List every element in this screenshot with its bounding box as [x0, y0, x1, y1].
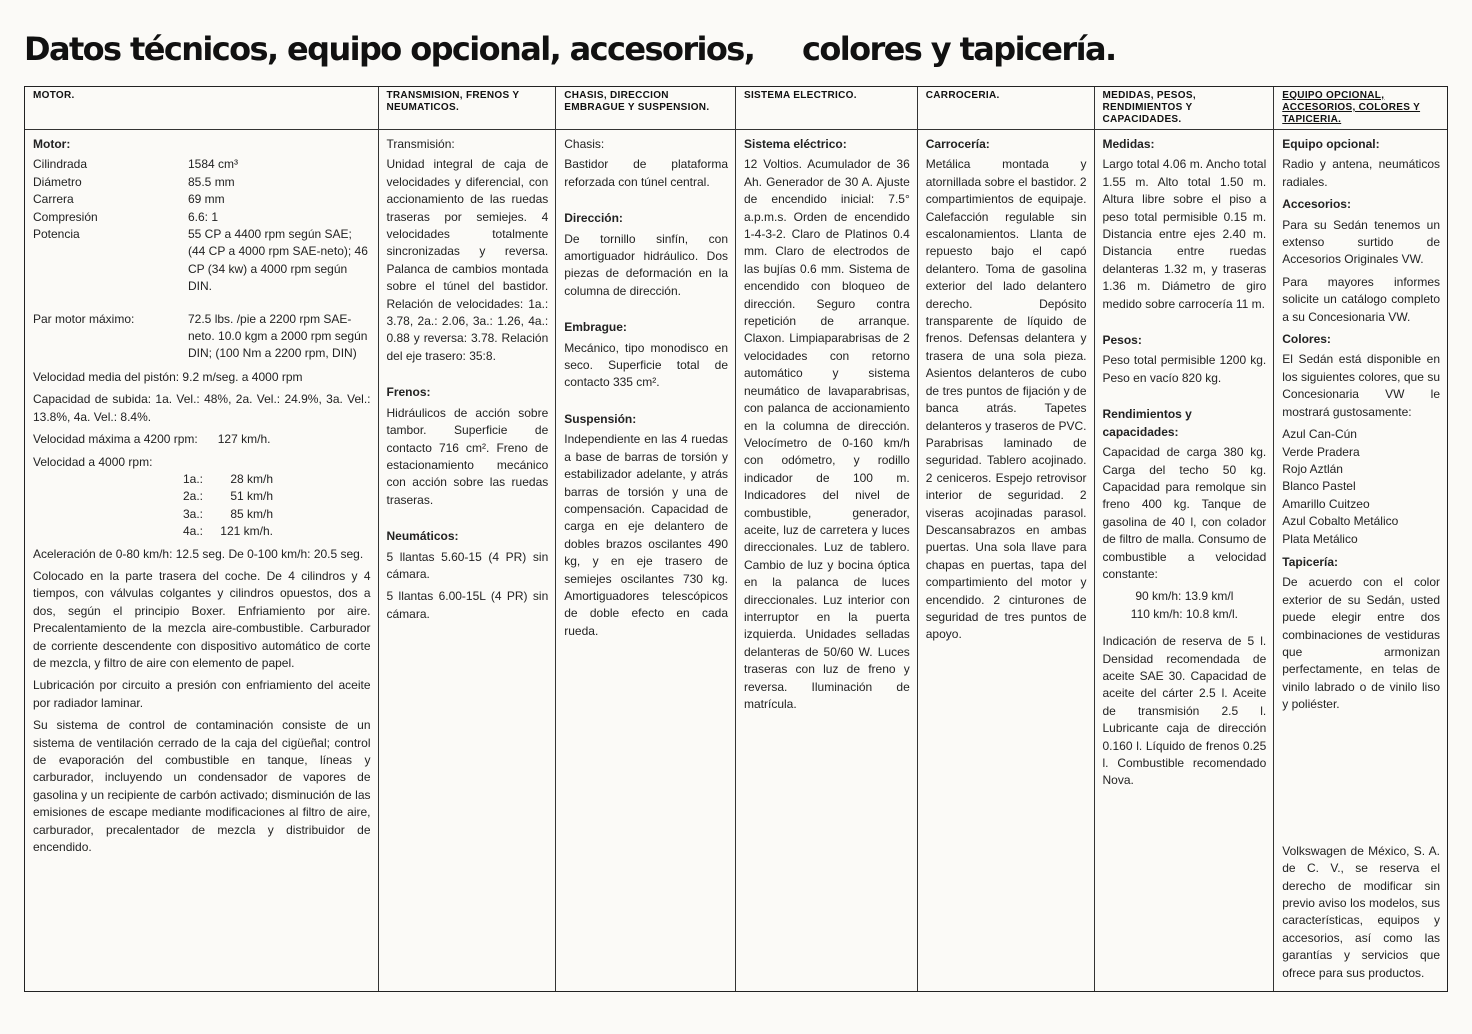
speed-value: 85 km/h: [230, 506, 273, 521]
paragraph-reserva: Indicación de reserva de 5 l. Densidad recomendada de aceite SAE 30. Capacidad de aceite del cárter 2.5 l. Aceite de transmisión 2.5 l. Lubricante caja de dirección 0.160 l. Líquido de frenos 0.25 l. Combustible recomendado Nova.: [1102, 634, 1267, 788]
subheading-transmision: Transmisión:: [386, 137, 455, 151]
speed-gear: 3a.:: [182, 506, 203, 521]
column-equipo: [1274, 87, 1447, 991]
motor-spec-label: Cilindrada: [33, 157, 88, 172]
speed-gear: 1a.:: [182, 471, 203, 486]
subheading-motor: Motor:: [33, 137, 71, 151]
column-medidas: [1095, 87, 1275, 991]
paragraph-chasis: Bastidor de plataforma reforzada con túnel central.: [564, 157, 728, 189]
speed-row: [33, 471, 371, 488]
paragraph-colocado: Colocado en la parte trasera del coche. De 4 cilindros y 4 tiempos, con válvulas colgantes y cilindros opuestos, dos a dos, según el principio Boxer. Enfriamiento por aire. Precalentamiento de la mezcla aire-combustible. Carburador de corriente descendente con dispositivo automático de corte de mezcla, y filtro de aire con elemento de papel.: [33, 568, 371, 670]
speed-gear: 4a.:: [182, 524, 203, 539]
paragraph-equipo-opcional: Radio y antena, neumáticos radiales.: [1282, 157, 1440, 189]
fuel-consumption-90: 90 km/h: 13.9 km/l: [1135, 589, 1234, 604]
motor-spec-value: 72.5 lbs. /pie a 2200 rpm SAE-neto. 10.0 kgm a 2000 rpm según DIN; (100 Nm a 2200 rpm, DIN): [188, 311, 368, 361]
subheading-suspension: Suspensión:: [564, 411, 637, 426]
subheading-accesorios: Accesorios:: [1282, 197, 1351, 212]
speed-row: [33, 488, 371, 505]
motor-spec-value: 6.6: 1: [188, 209, 219, 224]
speed-value: 28 km/h: [230, 471, 273, 486]
subheading-colores: Colores:: [1282, 332, 1331, 347]
column-body-chasis: [556, 129, 735, 991]
motor-spec-label: Compresión: [33, 209, 98, 224]
paragraph-carroceria: Metálica montada y atornillada sobre el bastidor. 2 compartimientos de equipaje. Calefacción regulable sin escalonamientos. Llanta de repuesto bajo el capó delantero. Toma de gasolina exterior del lado delantero derecho. Depósito transparente de líquido de frenos. Defensas delantera y trasera de una sola pieza. Asientos delanteros de cubo de tres puntos de fijación y de banca atrás. Tapetes delanteros y traseros de PVC. Parabrisas laminado de seguridad. Tablero acojinado. 2 ceniceros. Espejo retrovisor interior de seguridad. 2 viseras acojinadas parasol. Descansabrazos en ambas puertas. Una sola llave para chapas en puertas, tapa del compartimiento del motor y encendido. 2 cinturones de seguridad de tres puntos de apoyo.: [925, 157, 1087, 642]
fuel-consumption-110: 110 km/h: 10.8 km/l.: [1130, 606, 1238, 621]
motor-spec-row: [33, 226, 371, 296]
paragraph-velocidad-maxima: Velocidad máxima a 4200 rpm: 127 km/h.: [33, 432, 271, 447]
paragraph-velocidad-4000: Velocidad a 4000 rpm:: [33, 454, 153, 469]
speed-gear: 2a.:: [182, 489, 203, 504]
subheading-rendimientos: Rendimientos y capacidades:: [1102, 407, 1192, 439]
speed-value: 51 km/h: [230, 489, 273, 504]
column-header-electrico: SISTEMA ELECTRICO.: [744, 90, 857, 101]
subheading-sistema-electrico: Sistema eléctrico:: [744, 137, 847, 151]
column-motor: [25, 87, 379, 991]
column-body-electrico: [736, 129, 917, 991]
paragraph-velocidad-media: Velocidad media del pistón: 9.2 m/seg. a 4000 rpm: [33, 369, 303, 384]
paragraph-accesorios-2: Para mayores informes solicite un catálogo completo a su Concesionaria VW.: [1282, 274, 1440, 324]
paragraph-neumaticos-1: 5 llantas 5.60-15 (4 PR) sin cámara.: [386, 549, 549, 581]
column-header-transmision: TRANSMISION, FRENOS Y NEUMATICOS.: [386, 90, 520, 113]
color-item: Plata Metálico: [1282, 531, 1358, 546]
column-body-medidas: [1095, 129, 1274, 991]
column-body-transmision: [379, 129, 556, 991]
motor-spec-label: Potencia: [33, 227, 80, 242]
paragraph-transmision: Unidad integral de caja de velocidades y diferencial, con accionamiento de las ruedas traseras por semiejes. 4 velocidades totalmente sincronizadas y reversa. Palanca de cambios montada sobre el túnel del bastidor. Relación de velocidades: 1a.: 3.78, 2a.: 2.06, 3a.: 1.26, 4a.: 0.88 y reversa: 3.78. Relación del eje trasero: 35:8.: [386, 157, 549, 363]
motor-spec-row: [33, 209, 371, 226]
speed-value: 121 km/h.: [220, 524, 273, 539]
paragraph-rendimientos: Capacidad de carga 380 kg. Carga del techo 50 kg. Capacidad para remolque sin freno 400 kg. Tanque de gasolina de 40 l, con colador de filtro de malla. Consumo de combustible a velocidad constante:: [1102, 445, 1267, 581]
speed-row: [33, 523, 371, 540]
motor-spec-label: Carrera: [33, 192, 74, 207]
motor-spec-row: [33, 174, 371, 191]
motor-spec-label: Par motor máximo:: [33, 311, 135, 326]
column-electrico: [736, 87, 918, 991]
subheading-direccion: Dirección:: [564, 211, 623, 226]
speed-row: [33, 506, 371, 523]
paragraph-notice: Volkswagen de México, S. A. de C. V., se reserva el derecho de modificar sin previo aviso los modelos, sus características, equipos y accesorios, así como las garantías y servicios que ofrece para sus productos.: [1282, 843, 1440, 980]
column-header-motor: MOTOR.: [33, 90, 75, 101]
subheading-neumaticos: Neumáticos:: [386, 529, 459, 544]
motor-spec-row: [33, 156, 371, 173]
motor-spec-value: 1584 cm³: [188, 157, 239, 172]
column-body-motor: [25, 129, 378, 991]
motor-spec-row: [33, 191, 371, 208]
speed-list: [33, 471, 371, 541]
color-item: Blanco Pastel: [1282, 479, 1356, 494]
motor-spec-value: 69 mm: [188, 192, 225, 207]
subheading-chasis: Chasis:: [564, 137, 605, 151]
color-list: [1282, 426, 1440, 548]
paragraph-embrague: Mecánico, tipo monodisco en seco. Superficie total de contacto 335 cm².: [564, 340, 728, 390]
column-header-medidas: MEDIDAS, PESOS, RENDIMIENTOS Y CAPACIDADES.: [1102, 90, 1196, 125]
motor-spec-value: 55 CP a 4400 rpm según SAE; (44 CP a 4000 rpm SAE-neto); 46 CP (34 kw) a 4000 rpm según DIN.: [188, 227, 368, 294]
subheading-embrague: Embrague:: [564, 320, 627, 335]
column-transmision: [379, 87, 557, 991]
color-item: Verde Pradera: [1282, 444, 1360, 459]
column-body-carroceria: [918, 129, 1094, 991]
paragraph-medidas: Largo total 4.06 m. Ancho total 1.55 m. Alto total 1.50 m. Altura libre sobre el piso a peso total permisible 0.15 m. Distancia entre ejes 2.40 m. Distancia entre ruedas delanteras 1.32 m, y traseras 1.36 m. Diámetro de giro medido sobre carrocería 11 m.: [1102, 157, 1267, 311]
paragraph-lubricacion: Lubricación por circuito a presión con enfriamiento del aceite por radiador laminar.: [33, 678, 371, 710]
color-item: Azul Cobalto Metálico: [1282, 514, 1399, 529]
column-chasis: [556, 87, 736, 991]
paragraph-suspension: Independiente en las 4 ruedas a base de barras de torsión y estabilizador adelante, y atrás barras de torsión y una de compensación. Capacidad de carga en eje delantero de dobles brazos oscilantes 490 kg, y en eje trasero de semiejes oscilantes 730 kg. Amortiguadores telescópicos de doble efecto en cada rueda.: [564, 432, 728, 638]
column-header-carroceria: CARROCERIA.: [925, 90, 1000, 101]
paragraph-direccion: De tornillo sinfín, con amortiguador hidráulico. Dos piezas de deformación en la columna de dirección.: [564, 231, 728, 298]
paragraph-pesos: Peso total permisible 1200 kg. Peso en vacío 820 kg.: [1102, 353, 1267, 385]
paragraph-neumaticos-2: 5 llantas 6.00-15L (4 PR) sin cámara.: [386, 589, 549, 621]
column-body-equipo: [1274, 129, 1447, 991]
paragraph-colores: El Sedán está disponible en los siguientes colores, que su Concesionaria VW le mostrará gustosamente:: [1282, 352, 1440, 419]
paragraph-aceleracion: Aceleración de 0-80 km/h: 12.5 seg. De 0-100 km/h: 20.5 seg.: [33, 546, 364, 561]
paragraph-capacidad-subida: Capacidad de subida: 1a. Vel.: 48%, 2a. Vel.: 24.9%, 3a. Vel.: 13.8%, 4a. Vel.: 8.4%.: [33, 392, 371, 424]
paragraph-frenos: Hidráulicos de acción sobre tambor. Superficie de contacto 716 cm². Freno de estacionamiento mecánico con acción sobre las ruedas traseras.: [386, 405, 549, 507]
page-title: Datos técnicos, equipo opcional, accesorios, colores y tapicería.: [24, 30, 1116, 68]
motor-spec-list: [33, 156, 371, 368]
subheading-carroceria: Carrocería:: [925, 137, 990, 151]
color-item: Rojo Aztlán: [1282, 461, 1343, 476]
subheading-pesos: Pesos:: [1102, 333, 1142, 348]
motor-spec-row: [33, 311, 371, 363]
subheading-medidas: Medidas:: [1102, 137, 1155, 151]
subheading-tapiceria: Tapicería:: [1282, 554, 1339, 569]
subheading-frenos: Frenos:: [386, 385, 431, 400]
motor-spec-label: Diámetro: [33, 174, 82, 189]
color-item: Amarillo Cuitzeo: [1282, 496, 1370, 511]
color-item: Azul Can-Cún: [1282, 427, 1357, 442]
subheading-equipo-opcional: Equipo opcional:: [1282, 137, 1380, 151]
column-header-equipo: EQUIPO OPCIONAL, ACCESORIOS, COLORES Y TAPICERIA.: [1282, 90, 1421, 125]
paragraph-accesorios-1: Para su Sedán tenemos un extenso surtido de Accesorios Originales VW.: [1282, 217, 1440, 267]
paragraph-sistema-electrico: 12 Voltios. Acumulador de 36 Ah. Generador de 30 A. Ajuste de encendido inicial: 7.5° a.p.m.s. Orden de encendido 1-4-3-2. Claro de Platinos 0.4 mm. Claro de electrodos de las bujías 0.6 mm. Sistema de encendido con bloqueo de dirección. Seguro contra repetición de arranque. Claxon. Limpiaparabrisas de 2 velocidades con retorno automático y sistema neumático de lavaparabrisas, con palanca de accionamiento en la columna de dirección. Velocímetro de 0-160 km/h con odómetro, y rodillo indicador de 100 m. Indicadores del nivel de combustible, generador, aceite, luz de carretera y luces direccionales. Luz de tablero. Cambio de luz y bocina óptica en la palanca de luces direccionales. Luz interior con interruptor en la puerta izquierda. Unidades selladas delanteras de 50/60 W. Luces traseras con luz de freno y reversa. Iluminación de matrícula.: [744, 157, 910, 711]
motor-spec-value: 85.5 mm: [188, 174, 235, 189]
column-header-chasis: CHASIS, DIRECCION EMBRAGUE Y SUSPENSION.: [564, 90, 710, 113]
paragraph-tapiceria: De acuerdo con el color exterior de su Sedán, usted puede elegir entre dos combinaciones de vestiduras que armonizan perfectamente, en telas de vinilo labrado o de vinilo liso y poliéster.: [1282, 575, 1440, 712]
paragraph-contaminacion: Su sistema de control de contaminación consiste de un sistema de ventilación cerrado de la caja del cigüeñal; control de evaporación del combustible en tanque, líneas y carburador, incluyendo un condensador de vapores de gasolina y un recipiente de carbón activado; disminución de las emisiones de escape mediante modificaciones al filtro de aire, carburador, precalentador de mezcla y distribuidor de encendido.: [33, 718, 371, 855]
spec-table: [24, 86, 1448, 992]
column-carroceria: [918, 87, 1095, 991]
